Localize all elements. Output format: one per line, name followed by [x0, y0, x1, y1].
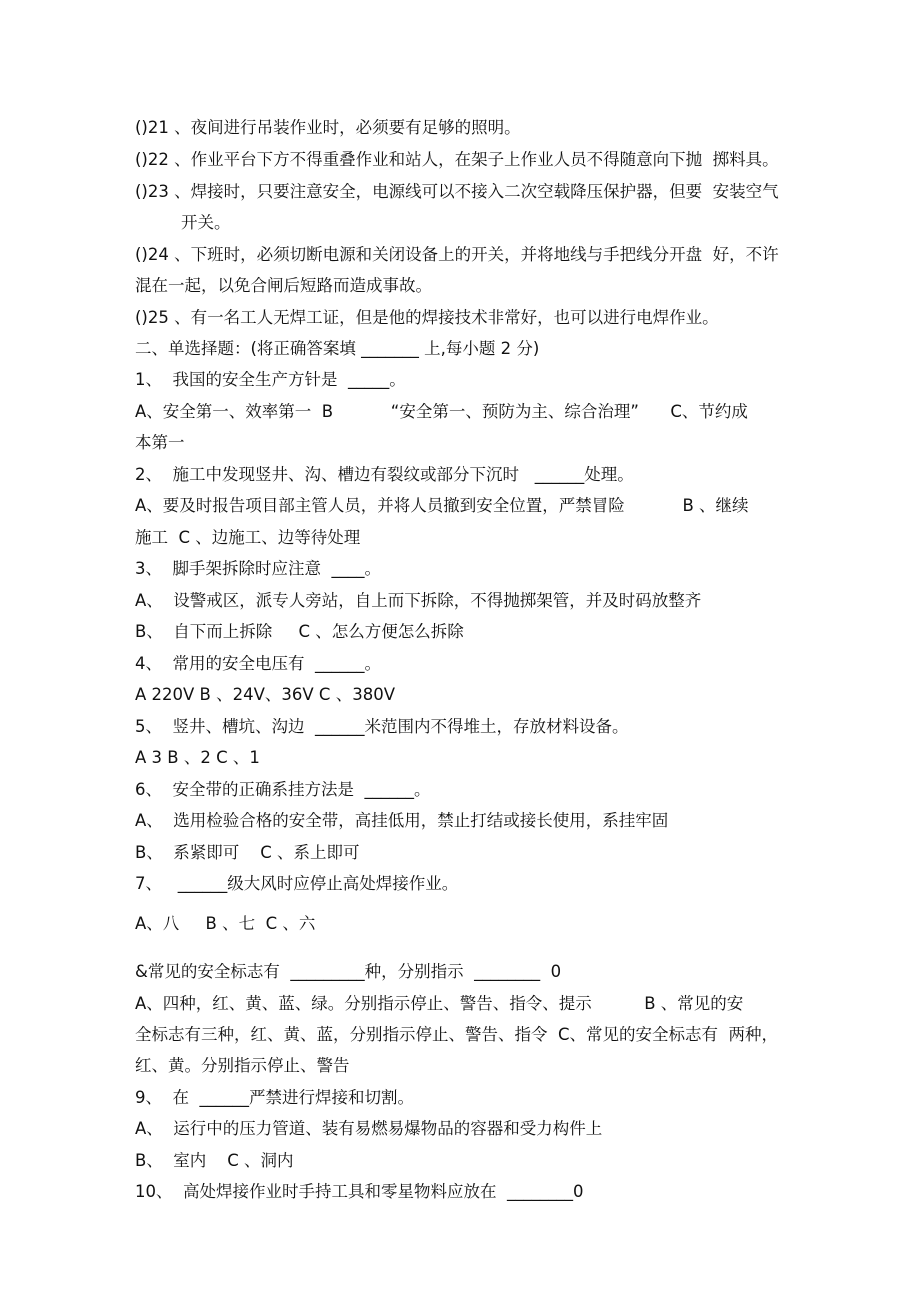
tf-question-24: ()24 、下班时，必须切断电源和关闭设备上的开关，并将地线与手把线分开盘 好，不许 [135, 245, 779, 264]
mc-question-5: 5、 竖井、槽坑、沟边 ______米范围内不得堆土，存放材料设备。 [135, 717, 629, 736]
mc-question-8-options-cont-2: 红、黄。分别指示停止、警告 [135, 1056, 350, 1075]
tf-question-25: ()25 、有一名工人无焊工证，但是他的焊接技术非常好，也可以进行电焊作业。 [135, 308, 719, 327]
tf-question-24-cont: 混在一起，以免合闸后短路而造成事故。 [135, 276, 432, 295]
mc-question-8-options-cont: 全标志有三种，红、黄、蓝，分别指示停止、警告、指令 C、常见的安全标志有 两种， [135, 1025, 779, 1044]
tf-question-23-cont: 开关。 [181, 213, 231, 232]
mc-question-3: 3、 脚手架拆除时应注意 ____。 [135, 559, 381, 578]
mc-question-9-option-bc: B、 室内 C 、洞内 [135, 1151, 294, 1170]
mc-question-10: 10、 高处焊接作业时手持工具和零星物料应放在 ________0 [135, 1182, 584, 1201]
mc-question-8-options: A、四种，红、黄、蓝、绿。分别指示停止、警告、指令、提示 B 、常见的安 [135, 994, 744, 1013]
mc-question-8: &常见的安全标志有 _________种，分别指示 ________ 0 [135, 962, 562, 981]
mc-question-3-option-a: A、 设警戒区，派专人旁站，自上而下拆除，不得抛掷架管，并及时码放整齐 [135, 591, 702, 610]
mc-question-3-option-bc: B、 自下而上拆除 C 、怎么方便怎么拆除 [135, 622, 464, 641]
mc-question-1-options-cont: 本第一 [135, 433, 185, 452]
mc-question-2: 2、 施工中发现竖井、沟、槽边有裂纹或部分下沉时 ______处理。 [135, 465, 634, 484]
mc-question-4-options: A 220V B 、24V、36V C 、380V [135, 685, 395, 704]
mc-question-2-options-cont: 施工 C 、边施工、边等待处理 [135, 528, 361, 547]
mc-question-6: 6、 安全带的正确系挂方法是 ______。 [135, 780, 431, 799]
mc-question-4: 4、 常用的安全电压有 ______。 [135, 654, 381, 673]
tf-question-22: ()22 、作业平台下方不得重叠作业和站人，在架子上作业人员不得随意向下抛 掷料具。 [135, 150, 779, 169]
mc-question-5-options: A 3 B 、2 C 、1 [135, 748, 260, 767]
mc-question-7-options: A、八 B 、七 C 、六 [135, 914, 316, 933]
mc-question-9: 9、 在 ______严禁进行焊接和切割。 [135, 1088, 414, 1107]
mc-question-7: 7、 ______级大风时应停止高处焊接作业。 [135, 874, 459, 893]
section-heading-single-choice: 二、单选择题：(将正确答案填 _______ 上,每小题 2 分) [135, 339, 540, 358]
tf-question-23: ()23 、焊接时，只要注意安全，电源线可以不接入二次空载降压保护器，但要 安装空气 [135, 182, 779, 201]
tf-question-21: ()21 、夜间进行吊装作业时，必须要有足够的照明。 [135, 118, 521, 137]
mc-question-9-option-a: A、 运行中的压力管道、装有易燃易爆物品的容器和受力构件上 [135, 1119, 603, 1138]
mc-question-6-option-a: A、 选用检验合格的安全带，高挂低用，禁止打结或接长使用，系挂牢固 [135, 811, 669, 830]
mc-question-2-options: A、要及时报告项目部主管人员，并将人员撤到安全位置，严禁冒险 B 、继续 [135, 496, 749, 515]
mc-question-1-options: A、安全第一、效率第一 B “安全第一、预防为主、综合治理” C、节约成 [135, 402, 748, 421]
mc-question-6-option-bc: B、 系紧即可 C 、系上即可 [135, 843, 360, 862]
mc-question-1: 1、 我国的安全生产方针是 _____。 [135, 370, 406, 389]
